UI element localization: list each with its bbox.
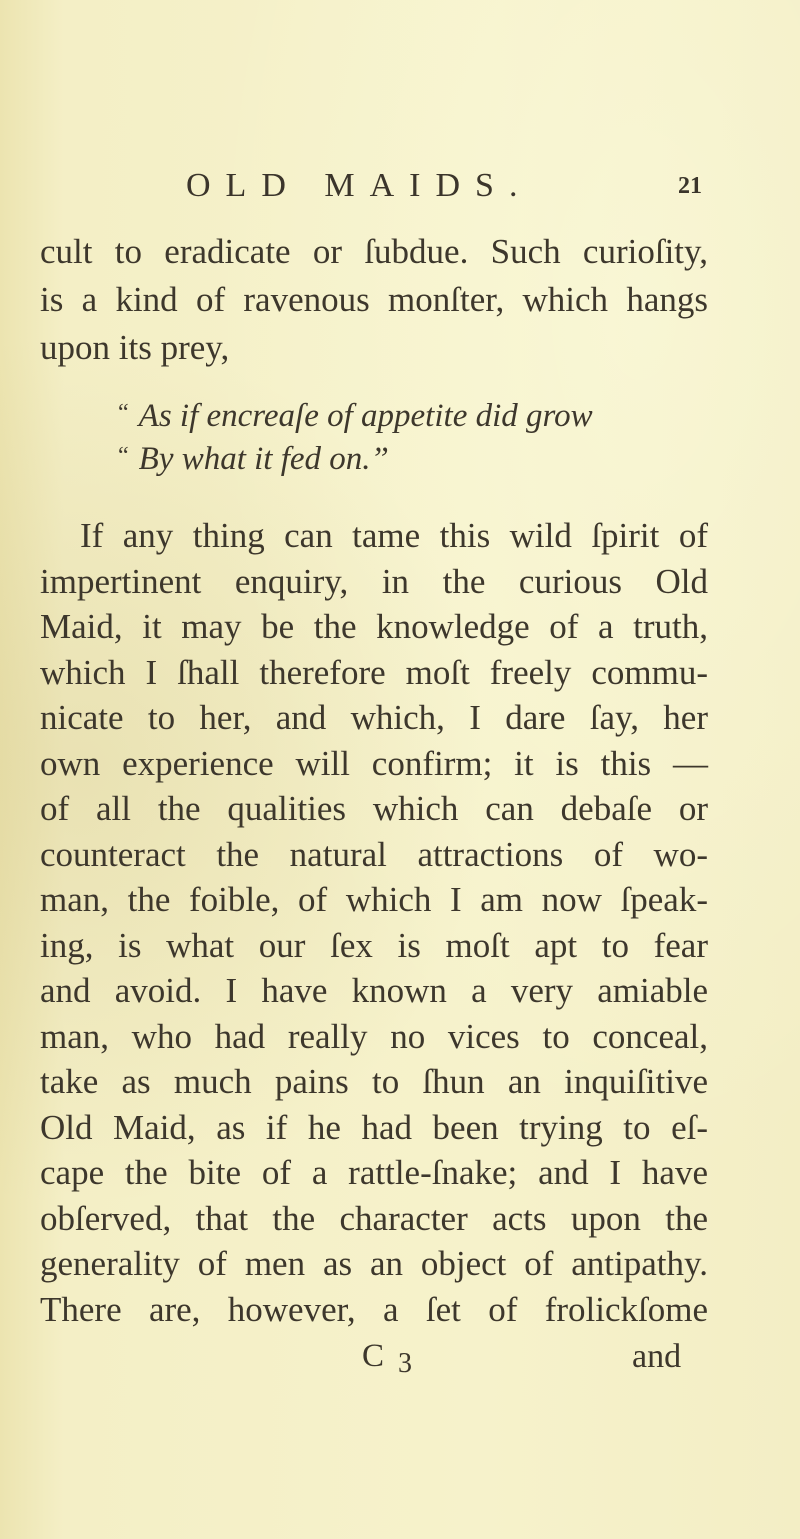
verse-text: As if encreaſe of appetite did grow bbox=[138, 398, 593, 434]
text-line: is a kind of ravenous monſter, which hangs bbox=[40, 280, 708, 319]
running-head bbox=[186, 167, 706, 207]
paragraph-line: of all the qualities which can debaſe or bbox=[40, 789, 708, 828]
paragraph-line: which I ſhall therefore moſt freely commu- bbox=[40, 652, 708, 692]
paragraph-line: nicate to her, and which, I dare ſay, her bbox=[40, 698, 708, 737]
paragraph-line: own experience will confirm; it is this — bbox=[40, 743, 708, 783]
paragraph-line: man, who had really no vices to conceal, bbox=[40, 1016, 708, 1056]
paragraph-line: man, the foible, of which I am now ſpeak- bbox=[40, 880, 708, 919]
paragraph-line: counteract the natural attractions of wo- bbox=[40, 834, 708, 874]
open-quote-mark: “ bbox=[118, 443, 129, 469]
catchword: and bbox=[632, 1338, 682, 1375]
verse-text: By what it fed on.” bbox=[138, 441, 389, 477]
paragraph-line: generality of men as an object of antipathy. bbox=[40, 1244, 708, 1283]
paragraph-line: obſerved, that the character acts upon the bbox=[40, 1198, 708, 1238]
verse-quote-line bbox=[118, 398, 593, 435]
page-number: 21 bbox=[678, 173, 702, 199]
paragraph-line: Old Maid, as if he had been trying to eſ- bbox=[40, 1107, 708, 1147]
paragraph-line: and avoid. I have known a very amiable bbox=[40, 971, 708, 1010]
paragraph-line: cape the bite of a rattle-ſnake; and I have bbox=[40, 1153, 708, 1192]
paragraph-line: take as much pains to ſhun an inquiſitive bbox=[40, 1062, 708, 1101]
paragraph-line: ing, is what our ſex is moſt apt to fear bbox=[40, 925, 708, 965]
paragraph-line: There are, however, a ſet of frolickſome bbox=[40, 1289, 708, 1329]
signature-mark bbox=[362, 1338, 413, 1379]
paragraph-line: If any thing can tame this wild ſpirit of bbox=[80, 516, 708, 555]
text-line: upon its prey, bbox=[40, 328, 230, 367]
signature-number: 3 bbox=[398, 1348, 413, 1379]
running-title: OLD MAIDS. bbox=[186, 167, 533, 204]
open-quote-mark: “ bbox=[118, 400, 129, 426]
paragraph-line: impertinent enquiry, in the curious Old bbox=[40, 561, 708, 601]
signature-letter: C bbox=[362, 1338, 385, 1374]
paragraph-line: Maid, it may be the knowledge of a truth, bbox=[40, 607, 708, 646]
verse-quote-line bbox=[118, 441, 389, 478]
text-line: cult to eradicate or ſubdue. Such curioſity, bbox=[40, 232, 708, 271]
